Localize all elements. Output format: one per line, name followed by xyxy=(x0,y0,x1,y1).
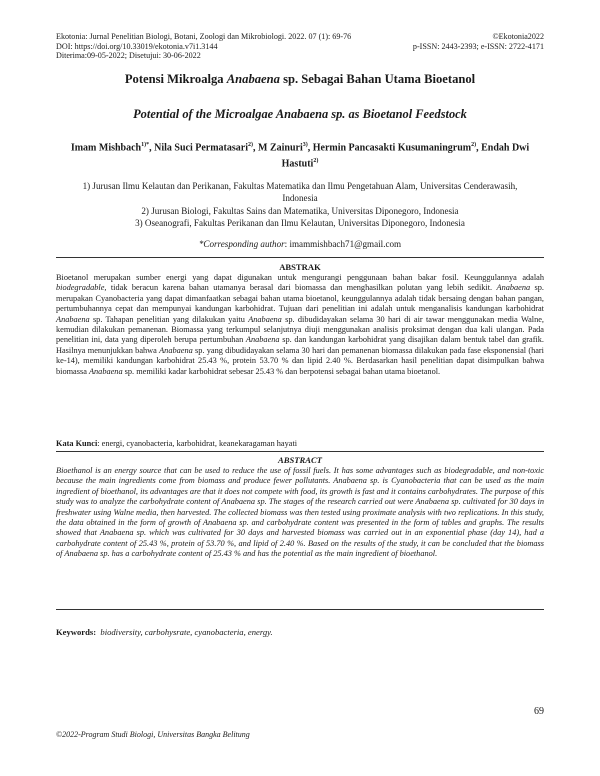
footer-copyright: ©2022-Program Studi Biologi, Universitas Bangka Belitung xyxy=(56,730,250,739)
journal-citation: Ekotonia: Jurnal Penelitian Biologi, Botani, Zoologi dan Mikrobiologi. 2022. 07 (1): 69-76 xyxy=(56,32,352,41)
author-mark: 2) xyxy=(471,142,477,148)
author-mark: 2) xyxy=(313,157,319,164)
abstrak-heading: ABSTRAK xyxy=(279,262,321,272)
keywords-values: biodiversity, carbohysrate, cyanobacteria, energy. xyxy=(100,627,273,637)
divider xyxy=(56,257,544,258)
abstract-body: Bioethanol is an energy source that can be used to reduce the use of fossil fuels. It has some advantages such as biodegradable, and non-toxic because the main ingredients come from biomass and produce fewer pollutants. Anabaena sp. is Cyanobacteria that can be used as the main ingredient of bioethanol, its advantages are that it does not compete with food, its growth is fast and it contains carbohydrates. The purpose of this study was to analyze the carbohydrate content of Anabaena sp. The stages of the research carried out were Anabaena sp. cultivated for 30 days in freshwater using Walne media, then harvested. The collected biomass was then tested using proximate analysis with two replications. In this study, the data obtained in the form of growth of Anabaena sp. and carbohydrate content was presented in the form of tables and graphs. The results showed that Anabaena sp. which was cultivated for 30 days and harvested biomass was carried out in an exponential phase (day 14), had a carbohydrate content of 25.43 %, protein of 53.70 %, and lipid of 2.40 %. Based on the results of the study, it can be concluded that the biomass of Anabaena sp. has a carbohydrate content of 25.43 % and has the potential as the main ingredient of bioethanol. xyxy=(56,466,544,559)
divider xyxy=(56,451,544,452)
corresponding-label: *Corresponding author xyxy=(198,239,285,249)
keywords xyxy=(56,627,544,637)
issn: p-ISSN: 2443-2393; e-ISSN: 2722-4171 xyxy=(412,41,544,51)
author-mark: 2) xyxy=(248,142,253,148)
abstract-heading: ABSTRACT xyxy=(278,455,322,465)
journal-brand: ©Ekotonia2022 xyxy=(492,32,544,41)
doi-link[interactable]: DOI: https://doi.org/10.33019/ekotonia.v7i1.3144 xyxy=(56,41,218,51)
header-line-1 xyxy=(56,32,544,42)
affiliation-2: 2) Jurusan Biologi, Fakultas Sains dan Matematika, Universitas Diponegoro, Indonesia xyxy=(141,205,459,216)
author-name: Imam Mishbach xyxy=(70,142,142,154)
kata-kunci-values: : energi, cyanobacteria, karbohidrat, keanekaragaman hayati xyxy=(97,439,298,448)
kata-kunci xyxy=(56,439,544,448)
kata-kunci-label: Kata Kunci xyxy=(56,439,98,448)
divider xyxy=(56,609,544,610)
affiliation-list xyxy=(70,180,530,229)
author-name: M Zainuri xyxy=(258,142,303,154)
page-number: 69 xyxy=(534,706,544,717)
abstrak-body: Bioetanol merupakan sumber energi yang dapat digunakan untuk mengurangi penggunaan bahan bakar fosil. Keunggulannya adalah biodegradable, tidak beracun karena bahan utamanya berasal dari biomassa dan menghasilkan polutan yang lebih sedikit. Anabaena sp. merupakan Cyanobacteria yang dapat dimanfaatkan sebagai bahan utama bioetanol, keunggulannya adalah tidak bersaing dengan bahan pangan, pertumbuhannya cepat dan mempunyai kandungan karbohidrat. Tujuan dari penelitian ini adalah untuk menganalisis kandungan karbohidrat Anabaena sp. Tahapan penelitian yang dilakukan yaitu Anabaena sp. dibudidayakan selama 30 hari di air tawar menggunakan media Walne, kemudian dilakukan pemanenan. Biomassa yang terkumpul selanjutnya diuji menggunakan analisis proksimat dengan dua kali ulangan. Pada penelitian ini, data yang diperoleh berupa pertumbuhan Anabaena sp. dan kandungan karbohidrat yang disajikan dalam bentuk tabel dan grafik. Hasilnya menunjukkan bahwa Anabaena sp. yang dibudidayakan selama 30 hari dan pemanenan biomassa dilakukan pada fase eksponensial (hari ke-14), memiliki kandungan karbohidrat 25.43 %, protein 53.70 % dan lipid 2.40 %. Berdasarkan hasil penelitian dapat disimpulkan bahwa biomassa Anabaena sp. memiliki kadar karbohidrat sebesar 25.43 % dan berpotensi sebagai bahan utama bioetanol. xyxy=(56,273,545,376)
author-mark: 1)* xyxy=(141,142,150,148)
author-mark: 3) xyxy=(302,142,308,148)
author-name: Endah Dwi Hastuti xyxy=(281,142,530,170)
author-name: Hermin Pancasakti Kusumaningrum xyxy=(312,142,472,154)
author-name: Nila Suci Permatasari xyxy=(154,142,248,154)
corresponding-email[interactable]: : imammishbach71@gmail.com xyxy=(284,239,402,249)
affiliation-3: 3) Oseanografi, Fakultas Perikanan dan Ilmu Kelautan, Universitas Diponegoro, Indonesia xyxy=(135,217,465,228)
paper-title-en: Potential of the Microalgae Anabaena sp. as Bioetanol Feedstock xyxy=(133,107,467,121)
corresponding-author xyxy=(56,239,544,249)
keywords-label: Keywords: xyxy=(56,627,97,637)
received-dates: Diterima:09-05-2022; Disetujui: 30-06-2022 xyxy=(56,51,201,60)
header-line-2 xyxy=(56,42,544,52)
author-list: Imam Mishbach$^{1)*}$, Nila Suci Permatasari$^{2)}$, M Zainuri$^{3)}$, Hermin Pancasakti Kusumaningrum$^{2)}$, Endah Dwi Hastuti$^{2)}$ xyxy=(70,142,530,170)
affiliation-1: 1) Jurusan Ilmu Kelautan dan Perikanan, Fakultas Matematika dan Ilmu Pengetahuan Alam, Universitas Cenderawasih, Indonesia xyxy=(82,181,518,204)
paper-title-id: Potensi Mikroalga Anabaena sp. Sebagai Bahan Utama Bioetanol xyxy=(124,72,476,86)
